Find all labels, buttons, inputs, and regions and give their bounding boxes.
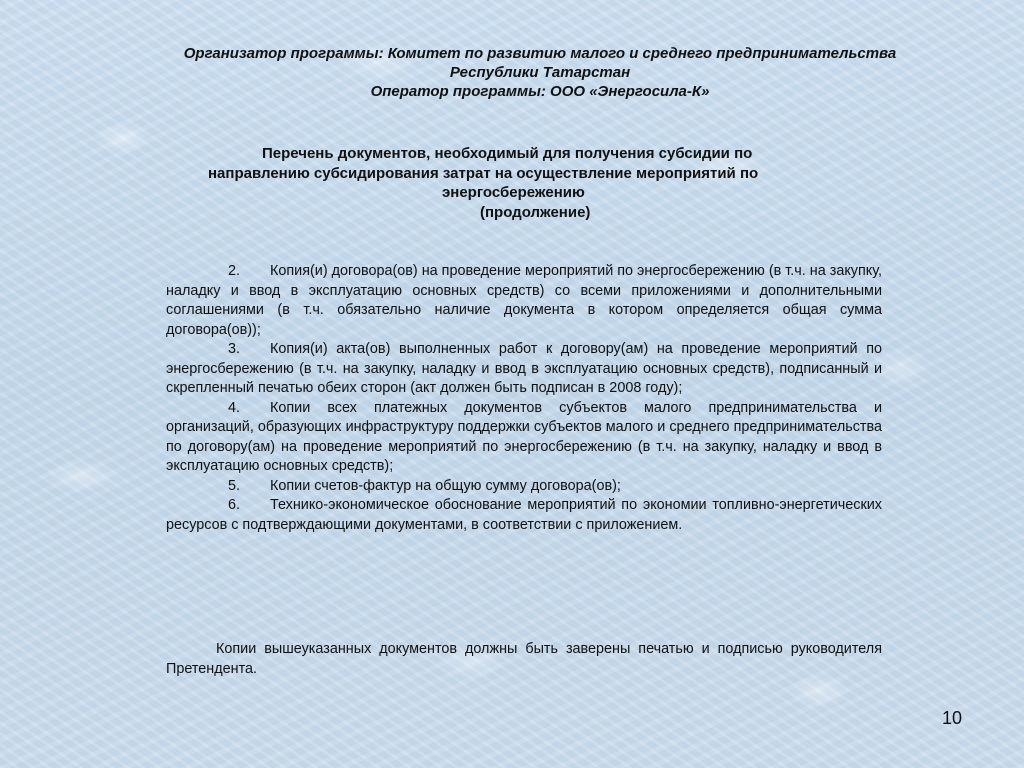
list-item-text: Копия(и) акта(ов) выполненных работ к договору(ам) на проведение мероприятий по энергосбережению (в т.ч. на закупку, наладку и ввод в эксплуатацию основных средств), подписанный и скрепленный печатью обеих сторон (акт должен быть подписан в 2008 году); — [166, 341, 882, 396]
operator-line: Оператор программы: ООО «Энергосила-К» — [370, 83, 710, 100]
document-title — [190, 144, 890, 222]
list-item — [166, 262, 882, 340]
slide-header — [100, 44, 980, 101]
title-line-2: направлению субсидирования затрат на осуществление мероприятий по — [208, 164, 759, 182]
title-line-3: энергосбережению — [442, 184, 585, 201]
list-item — [166, 477, 882, 497]
list-item-number: 5. — [228, 477, 241, 494]
list-item-number: 6. — [228, 497, 241, 513]
organizer-region-line: Республики Татарстан — [449, 64, 631, 81]
title-line-1: Перечень документов, необходимый для получения субсидии по — [262, 145, 753, 162]
organizer-line: Организатор программы: Комитет по развитию малого и среднего предпринимательства — [183, 45, 897, 62]
page-number: 10 — [941, 708, 962, 728]
certification-note: Копии вышеуказанных документов должны быть заверены печатью и подписью руководителя Претендента. — [166, 641, 882, 677]
list-item-number: 4. — [228, 399, 241, 416]
list-item — [166, 340, 882, 399]
list-item-text: Копии всех платежных документов субъектов малого предпринимательства и организаций, образующих инфраструктуру поддержки субъектов малого и среднего предпринимательства по договору(ам) на проведение мероприятий по энергосбережению (в т.ч. на закупку, наладку и ввод в эксплуатацию основных средств); — [166, 399, 882, 474]
list-item-text: Копии счетов-фактур на общую сумму договора(ов); — [270, 477, 621, 494]
document-list — [166, 262, 882, 535]
title-continuation: (продолжение) — [480, 203, 591, 221]
list-item — [166, 399, 882, 477]
list-item-number: 2. — [228, 263, 241, 279]
list-item — [166, 496, 882, 535]
list-item-text: Копия(и) договора(ов) на проведение мероприятий по энергосбережению (в т.ч. на закупку, наладку и ввод в эксплуатацию основных средств) со всеми приложениями и дополнительными соглашениями (в т.ч. обязательно наличие документа в котором определяется общая сумма договора(ов)); — [166, 263, 882, 338]
list-item-number: 3. — [228, 341, 241, 357]
list-item-text: Технико-экономическое обоснование мероприятий по экономии топливно-энергетических ресурсов с подтверждающими документами, в соответствии с приложением. — [166, 497, 882, 533]
